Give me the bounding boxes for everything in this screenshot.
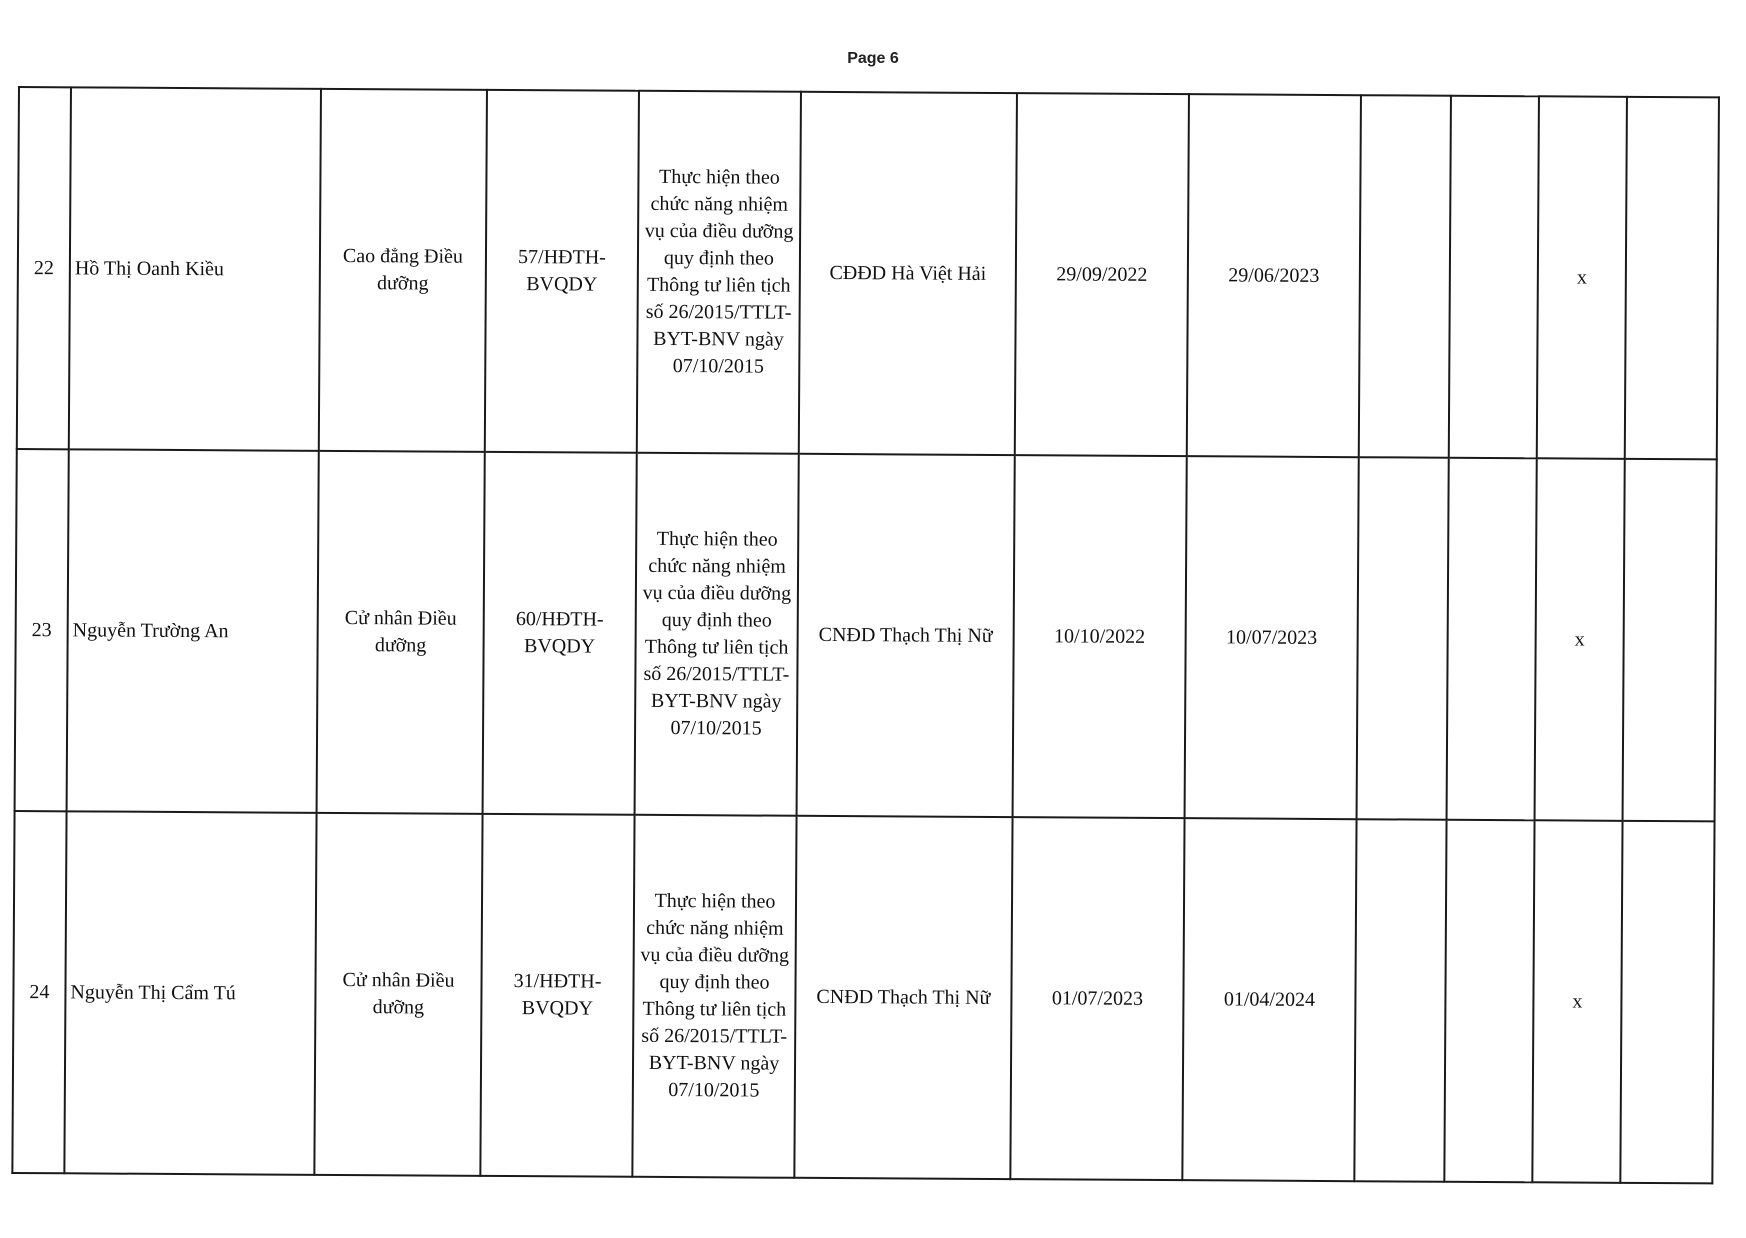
empty-cell: [1357, 457, 1449, 820]
empty-cell: [1620, 821, 1714, 1184]
records-table: [11, 86, 1720, 1184]
row-number-cell: 24: [12, 811, 66, 1173]
contract-cell: 31/HĐTH-BVQDY: [480, 814, 634, 1177]
start-date-cell: 29/09/2022: [1015, 93, 1189, 456]
degree-cell: Cử nhân Điều dưỡng: [314, 813, 482, 1176]
end-date-cell: 29/06/2023: [1187, 94, 1361, 457]
end-date-cell: 10/07/2023: [1185, 456, 1359, 819]
name-cell: Nguyễn Trường An: [67, 449, 319, 813]
supervisor-cell: CĐĐD Hà Việt Hải: [799, 92, 1017, 455]
table-row: [17, 87, 1719, 459]
empty-cell: [1625, 97, 1719, 460]
empty-cell: [1359, 95, 1451, 458]
name-cell: Nguyễn Thị Cẩm Tú: [64, 811, 316, 1175]
empty-cell: [1449, 96, 1539, 459]
page-header: Page 6: [847, 50, 899, 67]
table-row: [15, 449, 1717, 821]
supervisor-cell: CNĐD Thạch Thị Nữ: [794, 816, 1012, 1179]
start-date-cell: 10/10/2022: [1013, 455, 1187, 818]
degree-cell: Cao đẳng Điều dưỡng: [319, 89, 487, 452]
name-cell: Hồ Thị Oanh Kiều: [69, 87, 321, 451]
row-number-cell: 22: [17, 87, 71, 449]
empty-cell: [1444, 820, 1534, 1183]
empty-cell: [1447, 458, 1537, 821]
mark-cell: x: [1532, 820, 1622, 1183]
mark-cell: x: [1537, 96, 1627, 459]
degree-cell: Cử nhân Điều dưỡng: [317, 451, 485, 814]
start-date-cell: 01/07/2023: [1010, 817, 1184, 1180]
mark-cell: x: [1535, 458, 1625, 821]
contract-cell: 60/HĐTH-BVQDY: [483, 452, 637, 815]
duty-cell: Thực hiện theo chức năng nhiệm vụ của điều dưỡng quy định theo Thông tư liên tịch số 26/2015/TTLT-BYT-BNV ngày 07/10/2015: [635, 453, 799, 816]
table-row: [12, 811, 1714, 1183]
end-date-cell: 01/04/2024: [1182, 818, 1356, 1181]
row-number-cell: 23: [15, 449, 69, 811]
duty-cell: Thực hiện theo chức năng nhiệm vụ của điều dưỡng quy định theo Thông tư liên tịch số 26/2015/TTLT-BYT-BNV ngày 07/10/2015: [632, 815, 796, 1178]
contract-cell: 57/HĐTH-BVQDY: [485, 90, 639, 453]
duty-cell: Thực hiện theo chức năng nhiệm vụ của điều dưỡng quy định theo Thông tư liên tịch số 26/2015/TTLT-BYT-BNV ngày 07/10/2015: [637, 91, 801, 454]
empty-cell: [1354, 819, 1446, 1182]
empty-cell: [1623, 459, 1717, 822]
supervisor-cell: CNĐD Thạch Thị Nữ: [797, 454, 1015, 817]
records-table-container: [11, 86, 1718, 1184]
